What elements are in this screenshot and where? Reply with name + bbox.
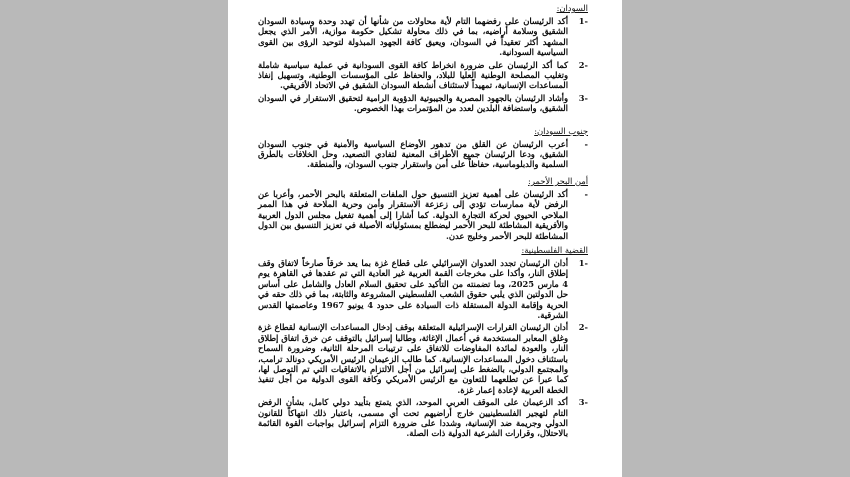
- section-heading: أمن البحر الأحمر:: [528, 175, 588, 186]
- item-bullet: -: [584, 138, 588, 149]
- item-number: -1: [578, 257, 588, 268]
- section-heading: جنوب السودان:: [534, 125, 588, 136]
- list-item: [258, 397, 588, 439]
- document-page: [228, 0, 622, 477]
- item-bullet: -: [584, 188, 588, 199]
- section-heading: السودان:: [556, 3, 588, 13]
- list-item: [258, 322, 588, 395]
- item-number: -2: [578, 59, 588, 70]
- section-red-sea: [258, 176, 588, 241]
- item-number: -1: [578, 16, 588, 26]
- section-sudan: [258, 3, 588, 114]
- list-item: [258, 258, 588, 320]
- item-number: -3: [578, 92, 588, 103]
- list-item: [258, 16, 588, 58]
- item-text: أكد الرئيسان على أهمية تعزيز التنسيق حول الملفات المتعلقة بالبحر الأحمر، وأعربا عن الرفض لأية ممارسات تؤدي إلى زعزعة الاستقرار وأمن وحرية الملاحة في هذا الممر الملاحي الحيوي لحركة التجارة الدولية. كما أشارا إلى أهمية تفعيل مجلس الدول العربية والأفريقية المشاطئة للبحر الأحمر ليضطلع بمسئولياته الأصيلة في تعزيز التنسيق بين الدول المشاطئة للبحر الأحمر وخليج عدن.: [258, 188, 568, 241]
- item-text: أدان الرئيسان تجدد العدوان الإسرائيلي على قطاع غزة بما يعد خرقاً صارخاً لاتفاق وقف إطلاق النار، وأكدا على مخرجات القمة العربية غير العادية التي تم عقدها في القاهرة يوم 4 مارس 2025، وما تضمنته من التأكيد على تحقيق السلام العادل والشامل على أساس حل الدولتين الذي يلبي حقوق الشعب الفلسطيني المشروعة والثابتة، بما في ذلك حقه في الحرية وإقامة الدولة المستقلة ذات السيادة على حدود 4 يونيو 1967 وعاصمتها القدس الشرقية.: [258, 257, 569, 320]
- section-south-sudan: [258, 126, 588, 170]
- item-number: -2: [578, 322, 588, 333]
- item-number: -3: [578, 397, 588, 408]
- list-item: [258, 60, 588, 91]
- list-item: [258, 93, 588, 114]
- item-text: أدان الرئيسان القرارات الإسرائيلية المتعلقة بوقف إدخال المساعدات الإنسانية لقطاع غزة وغلق المعابر المستخدمة في أعمال الإغاثة، وطالبا إسرائيل بالتوقف عن خرق اتفاق إطلاق النار، والعودة لمائدة المفاوضات للاتفاق على ترتيبات المرحلة الثانية، وضرورة السماح باستئناف دخول المساعدات الإنسانية. كما طالب الزعيمان الرئيس الأمريكي دونالد ترامب، والمجتمع الدولي، بالضغط على إسرائيل من أجل الالتزام بالاتفاقيات التي تم التوصل لها، كما عبرا عن تطلعهما للتعاون مع الرئيس الأمريكي وكافة القوى الدولية من أجل تنفيذ الخطة العربية لإعادة إعمار غزة.: [258, 322, 568, 395]
- item-text: أعرب الرئيسان عن القلق من تدهور الأوضاع السياسية والأمنية في جنوب السودان الشقيق، ودعا الرئيسان جميع الأطراف المعنية لتفادي التصعيد، وحل الخلافات بالطرق السلمية والدبلوماسية، حفاظاً على أمن واستقرار جنوب السودان، والمنطقة.: [258, 138, 568, 170]
- item-text: كما أكد الرئيسان على ضرورة انخراط كافة القوى السودانية في عملية سياسية شاملة وتغليب المصلحة الوطنية العليا للبلاد، والحفاظ على المؤسسات الوطنية، وتسهيل إنفاذ المساعدات الإنسانية، تمهيداً لاستئناف أنشطة السودان الشقيق في الاتحاد الأفريقي.: [258, 59, 568, 91]
- item-text: أكد الرئيسان على رفضهما التام لأية محاولات من شأنها أن تهدد وحدة وسيادة السودان الشقيق وسلامة أراضيه، بما في ذلك محاولة تشكيل حكومة موازية، الأمر الذي يجعل المشهد أكثر تعقيداً في السودان، ويعيق كافة الجهود المبذولة لتوحيد الرؤى بين القوى السياسية السودانية.: [258, 16, 568, 58]
- list-item: [258, 189, 588, 241]
- section-palestine: [258, 245, 588, 439]
- item-text: وأشاد الرئيسان بالجهود المصرية والجيبوتية الدؤوبة الرامية لتحقيق الاستقرار في السودان الشقيق، واستضافة البلدين لعدد من المؤتمرات بهذا الخصوص.: [258, 92, 568, 114]
- section-heading: القضية الفلسطينية:: [521, 244, 588, 255]
- list-item: [258, 139, 588, 170]
- item-text: أكد الزعيمان على الموقف العربي الموحد، الذي يتمتع بتأييد دولي كامل، بشأن الرفض التام لتهجير الفلسطينيين خارج أراضيهم تحت أي مسمى، باعتبار ذلك انتهاكاً للقانون الدولي وجريمة ضد الإنسانية، وشددا على ضرورة التزام إسرائيل بواجبات القوة القائمة بالاحتلال، وقرارات الشرعية الدولية ذات الصلة.: [258, 397, 568, 439]
